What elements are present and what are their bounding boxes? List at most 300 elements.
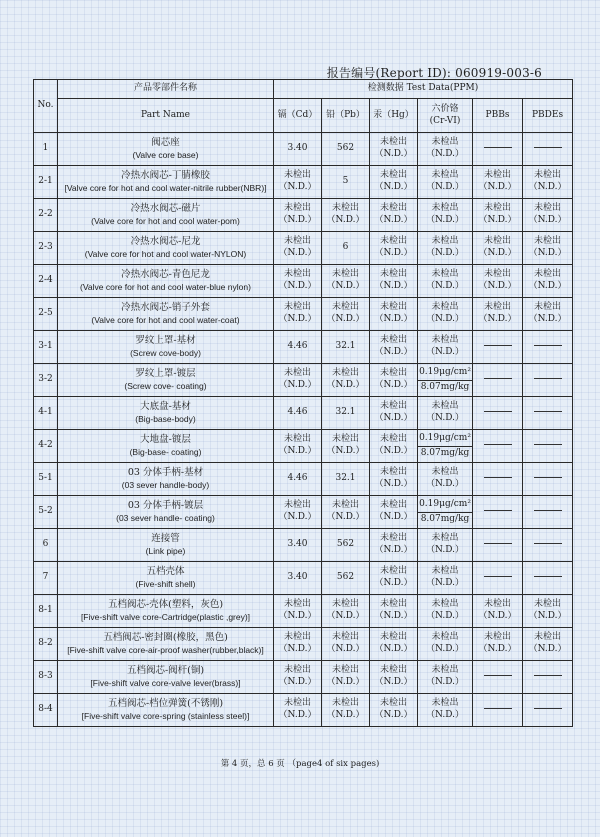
value-cd xyxy=(274,595,322,628)
not-detected-en: （N.D.） xyxy=(374,479,413,489)
empty-dash xyxy=(534,378,562,379)
not-detected-en: （N.D.） xyxy=(426,578,464,588)
not-detected-cn: 未检出 xyxy=(283,269,311,280)
not-detected-en: （N.D.） xyxy=(326,314,365,324)
measured-value: 6 xyxy=(342,242,349,253)
not-detected-cn: 未检出 xyxy=(534,170,562,181)
not-detected-en: （N.D.） xyxy=(426,545,464,555)
part-name-cn: 冷热水阀芯-青色尼龙 xyxy=(121,269,210,281)
value-cd xyxy=(274,661,322,694)
value-cd xyxy=(274,628,322,661)
header-test-data: 检测数据 Test Data(PPM) xyxy=(274,80,573,99)
not-detected-cn: 未检出 xyxy=(534,236,562,247)
empty-dash xyxy=(534,708,562,709)
part-name-en: (Five-shift shell) xyxy=(135,578,196,589)
value-pbbs xyxy=(473,595,523,628)
part-name-en: (03 sever handle-body) xyxy=(121,479,210,490)
part-name xyxy=(58,562,274,595)
not-detected-cn: 未检出 xyxy=(331,500,359,511)
not-detected-en: （N.D.） xyxy=(374,710,413,720)
not-detected-en: （N.D.） xyxy=(374,446,413,456)
empty-dash xyxy=(534,510,562,511)
not-detected-en: （N.D.） xyxy=(374,512,413,522)
not-detected-cn: 未检出 xyxy=(431,665,459,676)
not-detected-cn: 未检出 xyxy=(379,401,407,412)
value-pbbs xyxy=(473,265,523,298)
not-detected-en: （N.D.） xyxy=(374,677,413,687)
cr-value-area: 0.19μg/cm² xyxy=(418,367,472,381)
value-pbdes xyxy=(523,199,573,232)
part-name-cn: 冷热水阀芯-磁片 xyxy=(130,203,201,215)
value-pbdes xyxy=(523,364,573,397)
row-number: 1 xyxy=(34,133,58,166)
not-detected-en: （N.D.） xyxy=(478,248,517,258)
empty-dash xyxy=(484,576,512,577)
part-name-cn: 五档阀芯-密封圈(橡胶，黑色) xyxy=(103,632,228,644)
not-detected-cn: 未检出 xyxy=(379,698,407,709)
table-row xyxy=(34,199,573,232)
part-name xyxy=(58,628,274,661)
not-detected-cn: 未检出 xyxy=(431,302,459,313)
not-detected-cn: 未检出 xyxy=(379,368,407,379)
not-detected-en: （N.D.） xyxy=(278,446,317,456)
value-pb xyxy=(322,265,370,298)
cr-split-values xyxy=(418,433,472,459)
value-cr xyxy=(418,694,473,727)
not-detected-en: （N.D.） xyxy=(426,644,464,654)
table-row xyxy=(34,694,573,727)
part-name xyxy=(58,595,274,628)
not-detected-cn: 未检出 xyxy=(379,170,407,181)
part-name-en: (Valve core base) xyxy=(132,149,199,160)
part-name-cn: 冷热水阀芯-尼龙 xyxy=(130,236,201,248)
value-cr xyxy=(418,265,473,298)
part-name-cn: 罗纹上罩-基材 xyxy=(135,335,196,347)
not-detected-cn: 未检出 xyxy=(331,368,359,379)
empty-dash xyxy=(484,708,512,709)
not-detected-cn: 未检出 xyxy=(379,203,407,214)
not-detected-cn: 未检出 xyxy=(431,401,459,412)
value-cr xyxy=(418,529,473,562)
not-detected-en: （N.D.） xyxy=(478,644,517,654)
not-detected-en: （N.D.） xyxy=(374,611,413,621)
part-name-en: (Screw cove-body) xyxy=(130,347,201,358)
value-cd xyxy=(274,397,322,430)
not-detected-cn: 未检出 xyxy=(534,632,562,643)
value-cd xyxy=(274,562,322,595)
value-cd xyxy=(274,298,322,331)
header-pbdes: PBDEs xyxy=(523,99,573,133)
not-detected-cn: 未检出 xyxy=(331,269,359,280)
not-detected-en: （N.D.） xyxy=(528,611,567,621)
not-detected-cn: 未检出 xyxy=(431,698,459,709)
value-pbdes xyxy=(523,133,573,166)
value-hg xyxy=(370,265,418,298)
part-name-cn: 冷热水阀芯-销子外套 xyxy=(121,302,210,314)
part-name-cn: 03 分体手柄-基材 xyxy=(127,467,204,479)
value-pbbs xyxy=(473,661,523,694)
value-pbbs xyxy=(473,496,523,529)
not-detected-cn: 未检出 xyxy=(534,269,562,280)
not-detected-cn: 未检出 xyxy=(379,566,407,577)
value-pb xyxy=(322,661,370,694)
row-number: 2-3 xyxy=(34,232,58,265)
measured-value: 3.40 xyxy=(287,143,308,154)
measured-value: 4.46 xyxy=(287,473,308,484)
header-row-2 xyxy=(34,99,573,133)
not-detected-cn: 未检出 xyxy=(283,368,311,379)
not-detected-cn: 未检出 xyxy=(431,170,459,181)
table-row xyxy=(34,661,573,694)
empty-dash xyxy=(534,675,562,676)
value-hg xyxy=(370,595,418,628)
value-hg xyxy=(370,430,418,463)
not-detected-cn: 未检出 xyxy=(431,632,459,643)
value-hg xyxy=(370,496,418,529)
part-name-en: (Link pipe) xyxy=(145,545,186,556)
not-detected-en: （N.D.） xyxy=(426,149,464,159)
not-detected-en: （N.D.） xyxy=(478,281,517,291)
not-detected-cn: 未检出 xyxy=(331,302,359,313)
not-detected-cn: 未检出 xyxy=(483,170,511,181)
part-name-en: [Five-shift valve core-air-proof washer(rubber,black)] xyxy=(67,644,264,655)
value-pbdes xyxy=(523,166,573,199)
part-name-en: (Big-base- coating) xyxy=(129,446,202,457)
not-detected-en: （N.D.） xyxy=(326,710,365,720)
value-cd xyxy=(274,133,322,166)
part-name-cn: 03 分体手柄-镀层 xyxy=(127,500,204,512)
value-hg xyxy=(370,232,418,265)
part-name-en: (Valve core for hot and cool water-coat) xyxy=(91,314,240,325)
value-pb xyxy=(322,595,370,628)
value-cd xyxy=(274,199,322,232)
not-detected-cn: 未检出 xyxy=(431,203,459,214)
not-detected-en: （N.D.） xyxy=(426,677,464,687)
empty-dash xyxy=(534,411,562,412)
not-detected-cn: 未检出 xyxy=(379,335,407,346)
table-row xyxy=(34,298,573,331)
row-number: 3-2 xyxy=(34,364,58,397)
row-number: 7 xyxy=(34,562,58,595)
not-detected-en: （N.D.） xyxy=(374,314,413,324)
not-detected-cn: 未检出 xyxy=(331,698,359,709)
not-detected-cn: 未检出 xyxy=(283,632,311,643)
table-row xyxy=(34,331,573,364)
value-pb xyxy=(322,199,370,232)
part-name-en: [Five-shift valve core-spring (stainless steel)] xyxy=(81,710,250,721)
value-pb xyxy=(322,133,370,166)
not-detected-cn: 未检出 xyxy=(331,203,359,214)
value-cr xyxy=(418,463,473,496)
not-detected-en: （N.D.） xyxy=(528,248,567,258)
value-cd xyxy=(274,496,322,529)
not-detected-cn: 未检出 xyxy=(379,269,407,280)
row-number: 4-1 xyxy=(34,397,58,430)
value-hg xyxy=(370,529,418,562)
not-detected-en: （N.D.） xyxy=(374,380,413,390)
header-part-en: Part Name xyxy=(58,99,274,133)
value-pbdes xyxy=(523,628,573,661)
value-pb xyxy=(322,496,370,529)
value-pbdes xyxy=(523,331,573,364)
measured-value: 4.46 xyxy=(287,341,308,352)
value-hg xyxy=(370,199,418,232)
value-pbbs xyxy=(473,331,523,364)
empty-dash xyxy=(484,510,512,511)
not-detected-en: （N.D.） xyxy=(374,644,413,654)
value-cd xyxy=(274,331,322,364)
part-name xyxy=(58,496,274,529)
measured-value: 562 xyxy=(336,143,355,154)
value-cd xyxy=(274,694,322,727)
not-detected-en: （N.D.） xyxy=(278,182,317,192)
not-detected-en: （N.D.） xyxy=(374,545,413,555)
not-detected-cn: 未检出 xyxy=(379,434,407,445)
part-name xyxy=(58,694,274,727)
part-name-cn: 五档壳体 xyxy=(146,566,185,578)
not-detected-en: （N.D.） xyxy=(374,182,413,192)
not-detected-en: （N.D.） xyxy=(528,281,567,291)
header-cr xyxy=(418,99,473,133)
value-pbbs xyxy=(473,199,523,232)
header-row-1 xyxy=(34,80,573,99)
row-number: 5-2 xyxy=(34,496,58,529)
value-pb xyxy=(322,298,370,331)
measured-value: 562 xyxy=(336,539,355,550)
value-cd xyxy=(274,364,322,397)
part-name-en: (03 sever handle- coating) xyxy=(116,512,215,523)
not-detected-en: （N.D.） xyxy=(278,677,317,687)
value-cr xyxy=(418,331,473,364)
value-pb xyxy=(322,166,370,199)
value-pb xyxy=(322,529,370,562)
row-number: 8-4 xyxy=(34,694,58,727)
value-pbdes xyxy=(523,529,573,562)
value-pb xyxy=(322,397,370,430)
value-cr xyxy=(418,298,473,331)
value-cd xyxy=(274,166,322,199)
row-number: 8-3 xyxy=(34,661,58,694)
not-detected-en: （N.D.） xyxy=(528,215,567,225)
page-footer: 第 4 页，总 6 页 （page4 of six pages) xyxy=(220,759,380,769)
part-name xyxy=(58,430,274,463)
value-hg xyxy=(370,331,418,364)
empty-dash xyxy=(534,576,562,577)
not-detected-en: （N.D.） xyxy=(278,611,317,621)
not-detected-cn: 未检出 xyxy=(431,269,459,280)
value-pbdes xyxy=(523,595,573,628)
not-detected-en: （N.D.） xyxy=(478,314,517,324)
value-pb xyxy=(322,364,370,397)
value-hg xyxy=(370,562,418,595)
value-pbbs xyxy=(473,628,523,661)
not-detected-en: （N.D.） xyxy=(426,248,464,258)
row-number: 8-2 xyxy=(34,628,58,661)
not-detected-en: （N.D.） xyxy=(278,644,317,654)
row-number: 2-4 xyxy=(34,265,58,298)
part-name xyxy=(58,298,274,331)
value-cr xyxy=(418,166,473,199)
not-detected-en: （N.D.） xyxy=(326,677,365,687)
not-detected-cn: 未检出 xyxy=(534,599,562,610)
cr-split-values xyxy=(418,367,472,393)
value-pbdes xyxy=(523,562,573,595)
cr-value-mass: 8.07mg/kg xyxy=(420,381,470,392)
value-hg xyxy=(370,298,418,331)
header-pb: 铅（Pb） xyxy=(322,99,370,133)
not-detected-cn: 未检出 xyxy=(483,632,511,643)
not-detected-cn: 未检出 xyxy=(283,170,311,181)
part-name-cn: 大地盘-镀层 xyxy=(140,434,191,446)
not-detected-en: （N.D.） xyxy=(426,281,464,291)
measured-value: 5 xyxy=(342,176,349,187)
part-name-cn: 连接管 xyxy=(151,533,180,545)
measured-value: 3.40 xyxy=(287,539,308,550)
not-detected-en: （N.D.） xyxy=(426,182,464,192)
value-pbdes xyxy=(523,694,573,727)
not-detected-en: （N.D.） xyxy=(478,215,517,225)
table-row xyxy=(34,595,573,628)
not-detected-en: （N.D.） xyxy=(278,248,317,258)
not-detected-cn: 未检出 xyxy=(431,599,459,610)
not-detected-cn: 未检出 xyxy=(483,599,511,610)
value-pbbs xyxy=(473,397,523,430)
value-cd xyxy=(274,232,322,265)
part-name xyxy=(58,397,274,430)
not-detected-cn: 未检出 xyxy=(431,335,459,346)
row-number: 2-2 xyxy=(34,199,58,232)
not-detected-cn: 未检出 xyxy=(379,236,407,247)
not-detected-en: （N.D.） xyxy=(374,248,413,258)
value-pbdes xyxy=(523,661,573,694)
not-detected-cn: 未检出 xyxy=(379,632,407,643)
value-pb xyxy=(322,430,370,463)
part-name-cn: 大底盘-基材 xyxy=(140,401,191,413)
not-detected-cn: 未检出 xyxy=(331,632,359,643)
cr-value-mass: 8.07mg/kg xyxy=(420,447,470,458)
value-pb xyxy=(322,463,370,496)
not-detected-en: （N.D.） xyxy=(426,215,464,225)
measured-value: 3.40 xyxy=(287,572,308,583)
empty-dash xyxy=(484,411,512,412)
not-detected-cn: 未检出 xyxy=(483,203,511,214)
part-name xyxy=(58,133,274,166)
value-cd xyxy=(274,529,322,562)
value-hg xyxy=(370,364,418,397)
part-name xyxy=(58,265,274,298)
value-pbbs xyxy=(473,694,523,727)
value-cr xyxy=(418,199,473,232)
value-pbbs xyxy=(473,232,523,265)
empty-dash xyxy=(484,675,512,676)
not-detected-cn: 未检出 xyxy=(283,302,311,313)
not-detected-cn: 未检出 xyxy=(283,500,311,511)
value-hg xyxy=(370,397,418,430)
not-detected-cn: 未检出 xyxy=(379,302,407,313)
part-name-en: (Valve core for hot and cool water-NYLON) xyxy=(84,248,247,259)
report-id: 报告编号(Report ID): 060919-003-6 xyxy=(326,66,542,80)
not-detected-cn: 未检出 xyxy=(379,467,407,478)
value-pbdes xyxy=(523,496,573,529)
table-row xyxy=(34,628,573,661)
not-detected-cn: 未检出 xyxy=(431,467,459,478)
value-pbbs xyxy=(473,562,523,595)
value-cr xyxy=(418,364,473,397)
value-pbbs xyxy=(473,463,523,496)
part-name-en: (Valve core for hot and cool water-pom) xyxy=(91,215,240,226)
row-number: 5-1 xyxy=(34,463,58,496)
empty-dash xyxy=(534,543,562,544)
table-row xyxy=(34,364,573,397)
value-pbdes xyxy=(523,232,573,265)
not-detected-en: （N.D.） xyxy=(326,512,365,522)
not-detected-en: （N.D.） xyxy=(478,182,517,192)
empty-dash xyxy=(484,444,512,445)
empty-dash xyxy=(534,147,562,148)
header-cr-en: (Cr-VI) xyxy=(429,115,461,126)
value-cd xyxy=(274,265,322,298)
not-detected-cn: 未检出 xyxy=(431,533,459,544)
value-cr xyxy=(418,496,473,529)
not-detected-en: （N.D.） xyxy=(374,347,413,357)
value-cr xyxy=(418,562,473,595)
value-cd xyxy=(274,430,322,463)
empty-dash xyxy=(484,147,512,148)
table-row xyxy=(34,496,573,529)
table-row xyxy=(34,562,573,595)
not-detected-en: （N.D.） xyxy=(426,347,464,357)
not-detected-en: （N.D.） xyxy=(326,380,365,390)
part-name xyxy=(58,364,274,397)
empty-dash xyxy=(484,477,512,478)
value-hg xyxy=(370,661,418,694)
not-detected-cn: 未检出 xyxy=(283,665,311,676)
value-hg xyxy=(370,628,418,661)
not-detected-en: （N.D.） xyxy=(326,644,365,654)
part-name-en: (Big-base-body) xyxy=(135,413,196,424)
value-pbdes xyxy=(523,397,573,430)
measured-value: 32.1 xyxy=(335,473,356,484)
not-detected-cn: 未检出 xyxy=(379,665,407,676)
value-hg xyxy=(370,694,418,727)
not-detected-cn: 未检出 xyxy=(483,302,511,313)
not-detected-en: （N.D.） xyxy=(426,611,464,621)
part-name-cn: 五档阀芯-档位弹簧(不锈刚) xyxy=(107,698,224,710)
row-number: 4-2 xyxy=(34,430,58,463)
table-row xyxy=(34,397,573,430)
not-detected-en: （N.D.） xyxy=(374,149,413,159)
not-detected-cn: 未检出 xyxy=(379,599,407,610)
header-cr-cn: 六价铬 xyxy=(431,103,459,114)
value-cr xyxy=(418,430,473,463)
not-detected-en: （N.D.） xyxy=(278,380,317,390)
row-number: 6 xyxy=(34,529,58,562)
part-name xyxy=(58,331,274,364)
not-detected-cn: 未检出 xyxy=(379,137,407,148)
value-hg xyxy=(370,463,418,496)
not-detected-en: （N.D.） xyxy=(278,512,317,522)
not-detected-cn: 未检出 xyxy=(283,236,311,247)
header-part-cn: 产品零部件名称 xyxy=(58,80,274,99)
not-detected-en: （N.D.） xyxy=(374,281,413,291)
part-name-cn: 冷热水阀芯-丁腈橡胶 xyxy=(121,170,210,182)
not-detected-en: （N.D.） xyxy=(326,281,365,291)
not-detected-en: （N.D.） xyxy=(528,182,567,192)
value-pbbs xyxy=(473,430,523,463)
not-detected-cn: 未检出 xyxy=(331,599,359,610)
part-name xyxy=(58,232,274,265)
value-pbbs xyxy=(473,133,523,166)
